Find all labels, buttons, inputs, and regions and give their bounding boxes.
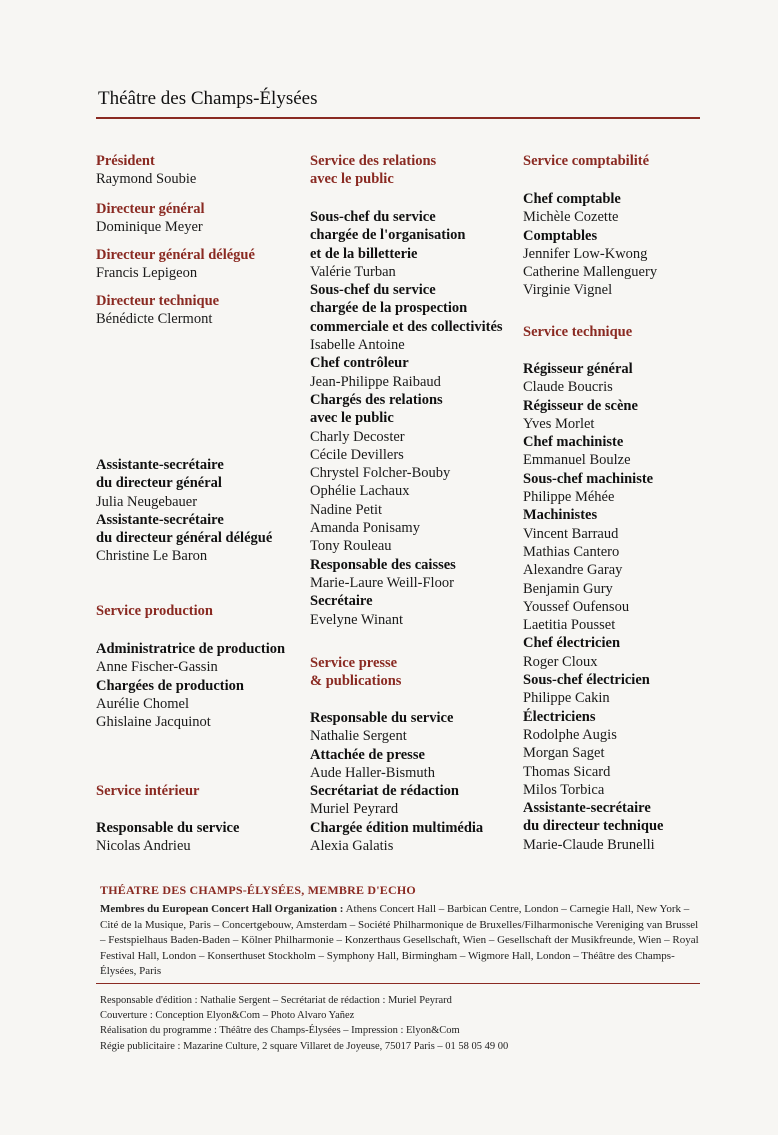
staff-group <box>310 152 436 188</box>
staff-group <box>96 640 285 731</box>
person-name: Milos Torbica <box>523 781 605 798</box>
credit-line: Couverture : Conception Elyon&Com – Photo Alvaro Yañez <box>100 1010 355 1022</box>
role-title: Responsable des caisses <box>310 556 456 573</box>
role-title: Chargées de production <box>96 677 244 694</box>
person-name: Alexia Galatis <box>310 838 394 855</box>
role-title: Comptables <box>523 227 598 244</box>
person-name: Valérie Turban <box>310 263 396 280</box>
role-title: Chef contrôleur <box>310 355 409 372</box>
section-title: Service presse <box>310 655 398 671</box>
role-title: chargée de la prospection <box>310 300 468 317</box>
role-title: Sous-chef machiniste <box>523 470 654 487</box>
role-title: Chef comptable <box>523 191 621 207</box>
person-name: Bénédicte Clermont <box>96 311 213 327</box>
person-name: Tony Rouleau <box>310 538 392 555</box>
person-name: Vincent Barraud <box>523 525 619 542</box>
credits-block <box>100 993 700 1054</box>
echo-members-text <box>100 902 700 980</box>
person-name: Morgan Saget <box>523 745 605 762</box>
role-title: commerciale et des collectivités <box>310 318 503 335</box>
person-name: Rodolphe Augis <box>523 726 617 743</box>
person-name: Marie-Laure Weill-Floor <box>310 574 454 591</box>
role-title: chargée de l'organisation <box>310 227 466 244</box>
staff-group <box>523 360 663 854</box>
echo-heading: THÉATRE DES CHAMPS-ÉLYSÉES, MEMBRE D'ECHO <box>100 883 416 897</box>
person-name: Raymond Soubie <box>96 171 197 187</box>
person-name: Nathalie Sergent <box>310 728 407 745</box>
role-title: Régisseur de scène <box>523 397 638 414</box>
staff-group <box>310 709 483 855</box>
staff-group <box>96 152 196 188</box>
role-title: du directeur général <box>96 475 222 492</box>
staff-group <box>96 292 219 328</box>
role-title: Chargée édition multimédia <box>310 819 484 836</box>
role-title: Administratrice de production <box>96 641 286 657</box>
person-name: Alexandre Garay <box>523 562 623 579</box>
section-title: Service technique <box>523 324 633 340</box>
role-title: Machinistes <box>523 507 598 524</box>
person-name: Thomas Sicard <box>523 763 611 780</box>
echo-members-list: Athens Concert Hall – Barbican Centre, London – Carnegie Hall, New York – Cité de la Musique, Paris – Concertgebouw, Amsterdam – Société Philharmonique de Bruxelles/Filharmonische Vereniging van Brussel – Festspielhaus Baden-Baden – Kölner Philharmonie – Konzerthaus Gesellschaft, Wien – Gesellschaft der Musikfreunde, Wien – Royal Festival Hall, London – Konserthuset Stockholm – Symphony Hall, Birmingham – Wigmore Hall, London – Théâtre des Champs-Élysées, Paris <box>100 903 699 977</box>
section-title: Directeur technique <box>96 293 220 309</box>
person-name: Youssef Oufensou <box>523 598 630 615</box>
role-title: Chef électricien <box>523 635 621 652</box>
person-name: Ophélie Lachaux <box>310 483 410 500</box>
person-name: Philippe Méhée <box>523 489 615 506</box>
staff-group <box>523 152 649 170</box>
person-name: Roger Cloux <box>523 653 598 670</box>
person-name: Aurélie Chomel <box>96 695 190 712</box>
person-name: Julia Neugebauer <box>96 493 198 510</box>
person-name: Mathias Cantero <box>523 543 620 560</box>
staff-group <box>523 190 657 300</box>
role-title: Assistante-secrétaire <box>96 511 224 528</box>
section-title: avec le public <box>310 171 394 187</box>
section-title: Service comptabilité <box>523 153 650 169</box>
person-name: Muriel Peyrard <box>310 801 399 818</box>
role-title: du directeur général délégué <box>96 530 273 547</box>
person-name: Michèle Cozette <box>523 209 619 226</box>
staff-group <box>96 602 213 620</box>
person-name: Chrystel Folcher-Bouby <box>310 465 451 482</box>
staff-group <box>96 782 199 800</box>
section-title: Service des relations <box>310 153 437 169</box>
person-name: Amanda Ponisamy <box>310 520 420 537</box>
person-name: Isabelle Antoine <box>310 337 405 354</box>
role-title: Sous-chef du service <box>310 282 436 299</box>
section-title: & publications <box>310 673 402 689</box>
title-divider <box>96 117 700 119</box>
role-title: du directeur technique <box>523 818 664 835</box>
role-title: Secrétariat de rédaction <box>310 783 459 800</box>
role-title: Responsable du service <box>310 710 454 726</box>
role-title: Chef machiniste <box>523 434 624 451</box>
section-title: Président <box>96 153 155 169</box>
person-name: Francis Lepigeon <box>96 265 198 281</box>
staff-group <box>96 200 205 236</box>
person-name: Dominique Meyer <box>96 219 203 235</box>
staff-group <box>310 654 401 690</box>
echo-members-label: Membres du European Concert Hall Organization : <box>100 903 344 915</box>
role-title: Assistante-secrétaire <box>523 800 651 817</box>
person-name: Catherine Mallenguery <box>523 264 658 281</box>
role-title: Attachée de presse <box>310 746 425 763</box>
person-name: Marie-Claude Brunelli <box>523 836 655 853</box>
staff-group <box>96 819 239 856</box>
credit-line: Réalisation du programme : Théâtre des Champs-Élysées – Impression : Elyon&Com <box>100 1025 460 1037</box>
role-title: et de la billetterie <box>310 245 418 262</box>
page-title: Théâtre des Champs-Élysées <box>98 88 318 109</box>
footer-divider <box>96 983 700 984</box>
section-title: Directeur général délégué <box>96 247 255 263</box>
person-name: Yves Morlet <box>523 415 595 432</box>
role-title: Régisseur général <box>523 361 633 377</box>
section-title: Directeur général <box>96 201 205 217</box>
person-name: Philippe Cakin <box>523 690 610 707</box>
person-name: Nadine Petit <box>310 501 383 518</box>
staff-group <box>96 246 255 282</box>
person-name: Cécile Devillers <box>310 446 404 463</box>
person-name: Evelyne Winant <box>310 611 403 628</box>
person-name: Jennifer Low-Kwong <box>523 245 648 262</box>
role-title: Secrétaire <box>310 593 373 610</box>
person-name: Laetitia Pousset <box>523 617 616 634</box>
credit-line: Responsable d'édition : Nathalie Sergent – Secrétariat de rédaction : Muriel Peyrard <box>100 995 452 1006</box>
credit-line: Régie publicitaire : Mazarine Culture, 2 square Villaret de Joyeuse, 75017 Paris – 01 58 05 49 00 <box>100 1040 509 1052</box>
person-name: Aude Haller-Bismuth <box>310 764 435 781</box>
role-title: Chargés des relations <box>310 391 443 408</box>
staff-group <box>310 208 503 629</box>
role-title: avec le public <box>310 410 394 427</box>
person-name: Ghislaine Jacquinot <box>96 714 211 731</box>
person-name: Virginie Vignel <box>523 282 613 299</box>
section-title: Service production <box>96 603 213 619</box>
person-name: Christine Le Baron <box>96 548 208 565</box>
person-name: Charly Decoster <box>310 428 405 445</box>
staff-group <box>523 323 632 341</box>
person-name: Nicolas Andrieu <box>96 838 191 855</box>
person-name: Benjamin Gury <box>523 580 613 597</box>
person-name: Emmanuel Boulze <box>523 452 631 469</box>
role-title: Sous-chef électricien <box>523 672 650 689</box>
staff-group <box>96 456 272 566</box>
person-name: Jean-Philippe Raibaud <box>310 373 441 390</box>
role-title: Électriciens <box>523 708 596 725</box>
role-title: Responsable du service <box>96 820 240 836</box>
section-title: Service intérieur <box>96 783 200 799</box>
role-title: Sous-chef du service <box>310 209 436 225</box>
person-name: Anne Fischer-Gassin <box>96 659 218 676</box>
person-name: Claude Boucris <box>523 379 613 396</box>
role-title: Assistante-secrétaire <box>96 457 224 473</box>
